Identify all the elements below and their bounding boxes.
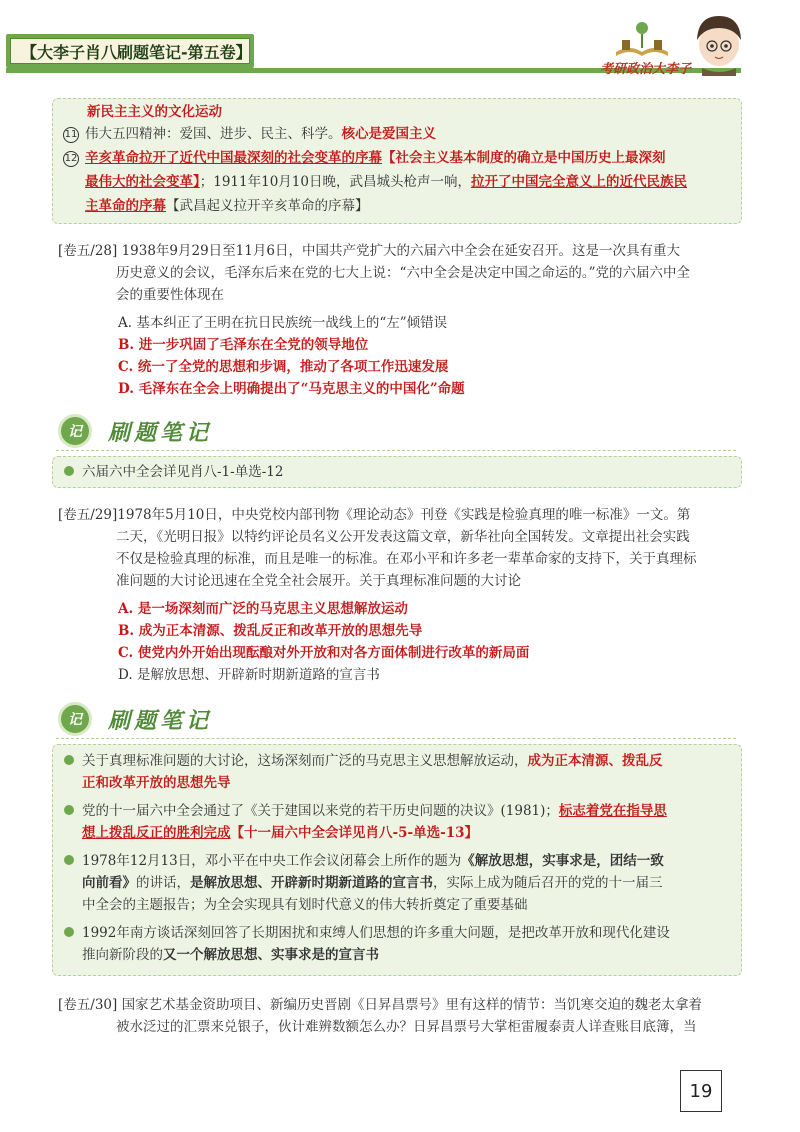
header-tag	[6, 34, 254, 68]
question-28	[58, 240, 748, 306]
note-item: 1992年南方谈话深刻回答了长期困扰和束缚人们思想的许多重大问题，是把改革开放和现代化建设	[64, 922, 740, 944]
question-text: 二天，《光明日报》以特约评论员名义公开发表这篇文章，新华社向全国转发。文章提出社会实践	[116, 529, 690, 545]
note-text: 正和改革开放的思想先导	[82, 775, 231, 791]
note-ref: 【十一届六中全会详见肖八-5-单选-13】	[230, 825, 478, 841]
note-text: 中全会的主题报告；为全会实现具有划时代意义的伟大转折奠定了重要基础	[82, 897, 528, 913]
question-label: [卷五/29]	[58, 507, 118, 523]
option-b: B. 成为正本清源、拨乱反正和改革开放的思想先导	[118, 623, 423, 639]
question-text: 不仅是检验真理的标准，而且是唯一的标准。在邓小平和许多老一辈革命家的支持下，关于真理标	[116, 551, 697, 567]
wuchang-uprising-note: 【武昌起义拉开辛亥革命的序幕】	[166, 198, 369, 214]
note-divider	[56, 450, 736, 451]
option-a: A. 是一场深刻而广泛的马克思主义思想解放运动	[118, 601, 408, 617]
item-number: 12	[63, 151, 79, 167]
question-text: 会的重要性体现在	[116, 287, 224, 303]
wuchang-text: ；1911年10月10日晚，武昌城头枪声一响，	[199, 174, 471, 190]
option-a: A. 基本纠正了王明在抗日民族统一战线上的“左”倾错误	[118, 315, 448, 331]
xinhai-revolution-text: 辛亥革命拉开了近代中国最深刻的社会变革的序幕	[85, 150, 382, 166]
bullet-2-icon	[64, 805, 74, 815]
bullet-3-icon	[64, 855, 74, 865]
question-29	[58, 504, 748, 592]
note-item: 党的十一届六中全会通过了《关于建国以来党的若干历史问题的决议》(1981)；标志着党在指导思	[64, 800, 740, 822]
modern-revolution-text: 拉开了中国完全意义上的近代民族民	[470, 174, 687, 190]
may-fourth-core: 核心是爱国主义	[341, 126, 436, 142]
option-c: C. 使党内外开始出现酝酿对外开放和对各方面体制进行改革的新局面	[118, 645, 530, 661]
socialism-note: 【社会主义基本制度的确立是中国历史上最深刻	[382, 150, 666, 166]
page-number: 19	[680, 1070, 722, 1112]
note-text: 想上拨乱反正的胜利完成	[82, 825, 231, 841]
avatar	[688, 10, 750, 76]
question-30	[58, 994, 748, 1038]
note-icon: 记	[58, 414, 92, 448]
question-text: 被水泛过的汇票来兑银子，伙计难辨数额怎么办？日昇昌票号大掌柜雷履泰责人详查账目底簿，当	[116, 1019, 697, 1035]
option-d: D. 是解放思想、开辟新时期新道路的宣言书	[118, 667, 380, 683]
note-header	[58, 702, 212, 736]
modern-revolution-cont: 主革命的序幕	[85, 198, 166, 214]
note-header	[58, 414, 212, 448]
culture-movement-panel	[52, 98, 742, 224]
question-label: [卷五/30]	[58, 997, 118, 1013]
note-title: 刷题笔记	[108, 707, 213, 734]
book-logo-icon	[612, 18, 672, 58]
note-text: 向前看》	[82, 875, 136, 891]
bullet-4-icon	[64, 927, 74, 937]
note-item: 关于真理标准问题的大讨论，这场深刻而广泛的马克思主义思想解放运动，成为正本清源、拨乱反	[64, 750, 740, 772]
question-text: 国家艺术基金资助项目、新编历史晋剧《日昇昌票号》里有这样的情节：当饥寒交迫的魏老太拿着	[121, 997, 703, 1013]
note-title: 刷题笔记	[108, 419, 213, 446]
item-number: 11	[63, 127, 79, 143]
question-text: 准问题的大讨论迅速在全党全社会展开。关于真理标准问题的大讨论	[116, 573, 521, 589]
socialism-note-cont: 最伟大的社会变革】	[85, 174, 200, 190]
note-text: 推向新阶段的	[82, 947, 163, 963]
option-c: C. 统一了全党的思想和步调，推动了各项工作迅速发展	[118, 359, 449, 375]
note-item: 六届六中全会详见肖八-1-单选-12	[64, 461, 740, 483]
may-fourth-spirit: 伟大五四精神：爱国、进步、民主、科学。	[85, 126, 342, 142]
panel-heading: 新民主主义的文化运动	[87, 104, 222, 120]
question-text: 1978年5月10日，中央党校内部刊物《理论动态》刊登《实践是检验真理的唯一标准》一文。第	[117, 507, 691, 523]
question-label: [卷五/28]	[58, 243, 118, 259]
header-title: 【大李子肖八刷题笔记-第五卷】	[10, 38, 250, 64]
brand-name: 考研政治大李子	[600, 62, 692, 77]
note-icon: 记	[58, 702, 92, 736]
note-divider	[56, 738, 736, 739]
note-item: 1978年12月13日，邓小平在中央工作会议闭幕会上所作的题为《解放思想，实事求是，团结一致	[64, 850, 740, 872]
bullet-1-icon	[64, 466, 74, 476]
option-b: B. 进一步巩固了毛泽东在全党的领导地位	[118, 337, 369, 353]
question-text: 历史意义的会议，毛泽东后来在党的七大上说：“六中全会是决定中国之命运的。”党的六届六中全	[116, 265, 691, 281]
option-d: D. 毛泽东在全会上明确提出了“马克思主义的中国化”命题	[118, 381, 465, 397]
question-text: 1938年9月29日至11月6日，中国共产党扩大的六届六中全会在延安召开。这是一次具有重大	[121, 243, 680, 259]
bullet-1-icon	[64, 755, 74, 765]
